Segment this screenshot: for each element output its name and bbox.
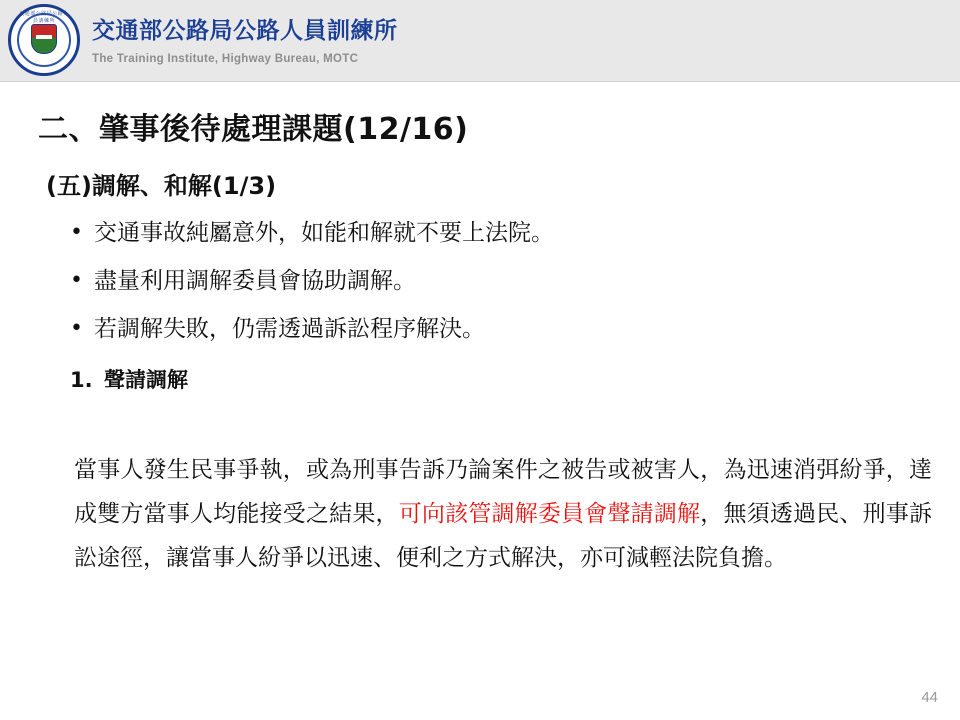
- emblem-shield-bar: [36, 35, 52, 39]
- header-title-english: The Training Institute, Highway Bureau, MOTC: [92, 53, 359, 65]
- list-item-label: 交通事故純屬意外，如能和解就不要上法院。: [94, 220, 554, 246]
- bullet-marker-icon: •: [70, 268, 83, 293]
- page-title: 二、肇事後待處理課題(12/16): [38, 112, 469, 147]
- institute-emblem-icon: [8, 4, 82, 78]
- bullet-marker-icon: •: [70, 220, 83, 245]
- page-number: 44: [921, 689, 938, 706]
- list-item-label: 若調解失敗，仍需透過訴訟程序解決。: [94, 316, 485, 342]
- body-paragraph: [74, 448, 932, 580]
- list-item: [70, 216, 930, 250]
- list-item: [70, 264, 930, 298]
- numbered-item-label: 聲請調解: [104, 368, 188, 392]
- paragraph-part-one: 當事人發生民事爭執，或為刑事告訴乃論案件之被告或被害人，為迅速消弭紛爭，達成雙方當事人均能接受之結果，: [74, 457, 932, 527]
- paragraph-highlight: 可向該管調解委員會聲請調解: [398, 501, 701, 527]
- list-item-label: 盡量利用調解委員會協助調解。: [94, 268, 416, 294]
- section-subtitle: (五)調解、和解(1/3): [46, 172, 277, 200]
- header-title-block: [92, 16, 398, 68]
- emblem-arc-text: 交通部公路局公路人員訓練所: [19, 11, 69, 24]
- numbered-marker: 1.: [70, 368, 93, 392]
- header-title-chinese: 交通部公路局公路人員訓練所: [92, 18, 398, 44]
- paragraph-part-two: ，無須透過民、刑事訴訟途徑，讓當事人紛爭以迅速、便利之方式解決，亦可減輕法院負擔。: [74, 501, 933, 571]
- list-item: [70, 312, 930, 346]
- emblem-shield-icon: [31, 24, 57, 54]
- numbered-list-item: [70, 364, 930, 396]
- page-header: [0, 0, 960, 82]
- bullet-marker-icon: •: [70, 316, 83, 341]
- bullet-list: [70, 216, 930, 402]
